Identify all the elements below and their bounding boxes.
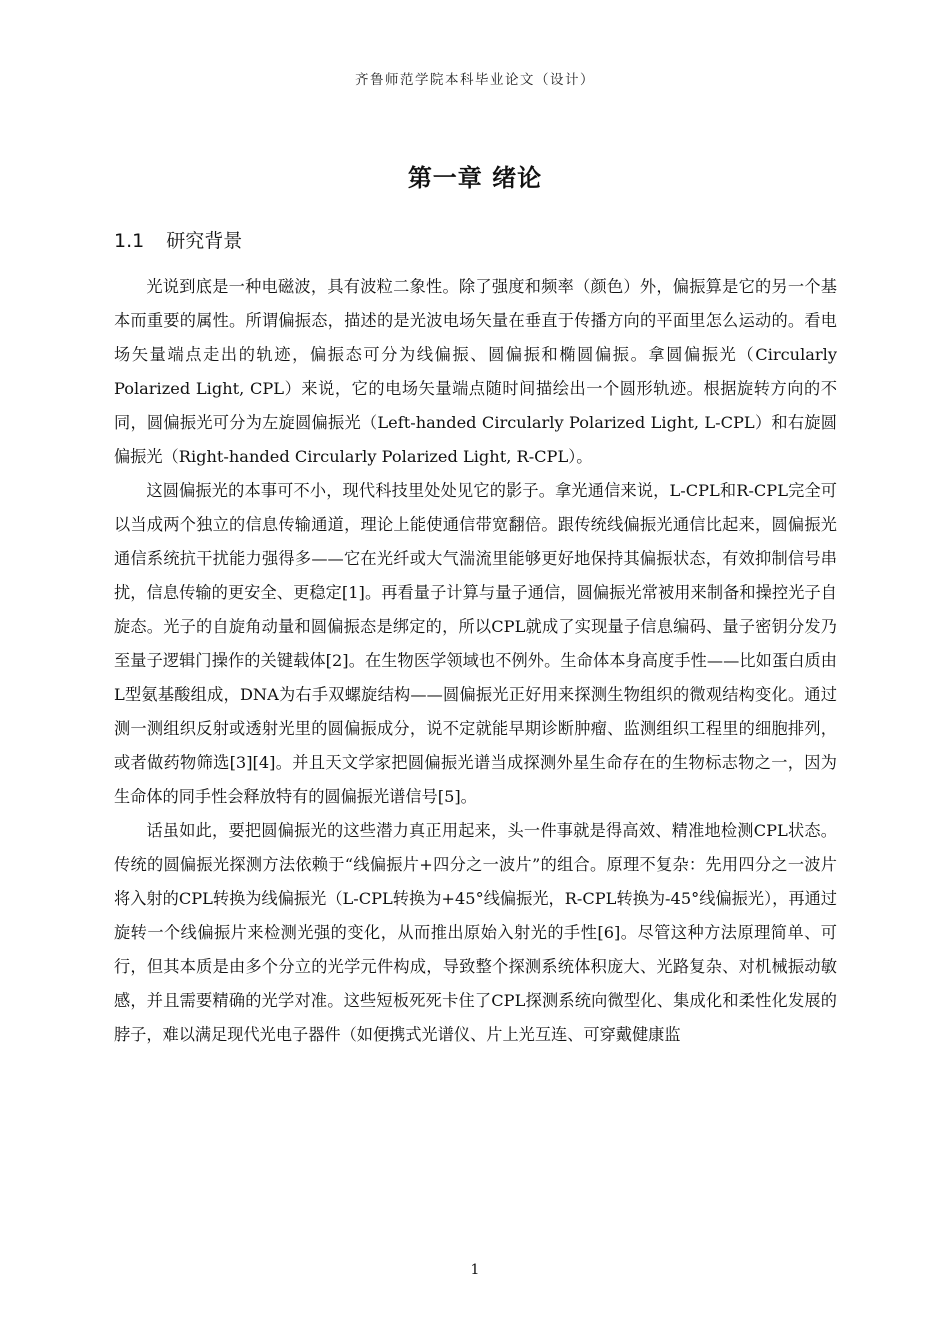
body-text [114, 270, 837, 1052]
paragraph: 光说到底是一种电磁波，具有波粒二象性。除了强度和频率（颜色）外，偏振算是它的另一个基本而重要的属性。所谓偏振态，描述的是光波电场矢量在垂直于传播方向的平面里怎么运动的。看电场矢量端点走出的轨迹，偏振态可分为线偏振、圆偏振和椭圆偏振。拿圆偏振光（Circularly Polarized Light, CPL）来说，它的电场矢量端点随时间描绘出一个圆形轨迹。根据旋转方向的不同，圆偏振光可分为左旋圆偏振光（Left-handed Circularly Polarized Light, L-CPL）和右旋圆偏振光（Right-handed Circularly Polarized Light, R-CPL）。 [114, 277, 837, 466]
section-heading [114, 226, 242, 253]
paragraph: 这圆偏振光的本事可不小，现代科技里处处见它的影子。拿光通信来说，L-CPL和R-CPL完全可以当成两个独立的信息传输通道，理论上能使通信带宽翻倍。跟传统线偏振光通信比起来，圆偏振光通信系统抗干扰能力强得多——它在光纤或大气湍流里能够更好地保持其偏振状态，有效抑制信号串扰，信息传输的更安全、更稳定[1]。再看量子计算与量子通信，圆偏振光常被用来制备和操控光子自旋态。光子的自旋角动量和圆偏振态是绑定的，所以CPL就成了实现量子信息编码、量子密钥分发乃至量子逻辑门操作的关键载体[2]。在生物医学领域也不例外。生命体本身高度手性——比如蛋白质由L型氨基酸组成，DNA为右手双螺旋结构——圆偏振光正好用来探测生物组织的微观结构变化。通过测一测组织反射或透射光里的圆偏振成分，说不定就能早期诊断肿瘤、监测组织工程里的细胞排列，或者做药物筛选[3][4]。并且天文学家把圆偏振光谱当成探测外星生命存在的生物标志物之一，因为生命体的同手性会释放特有的圆偏振光谱信号[5]。 [114, 481, 837, 806]
section-number: 1.1 [114, 230, 145, 252]
section-title: 研究背景 [166, 230, 243, 252]
chapter-title: 第一章 绪论 [407, 164, 543, 192]
running-header: 齐鲁师范学院本科毕业论文（设计） [355, 72, 595, 88]
page-number: 1 [470, 1262, 480, 1278]
paragraph: 话虽如此，要把圆偏振光的这些潜力真正用起来，头一件事就是得高效、精准地检测CPL状态。传统的圆偏振光探测方法依赖于“线偏振片+四分之一波片”的组合。原理不复杂：先用四分之一波片将入射的CPL转换为线偏振光（L-CPL转换为+45°线偏振光，R-CPL转换为-45°线偏振光），再通过旋转一个线偏振片来检测光强的变化，从而推出原始入射光的手性[6]。尽管这种方法原理简单、可行，但其本质是由多个分立的光学元件构成，导致整个探测系统体积庞大、光路复杂、对机械振动敏感，并且需要精确的光学对准。这些短板死死卡住了CPL探测系统向微型化、集成化和柔性化发展的脖子，难以满足现代光电子器件（如便携式光谱仪、片上光互连、可穿戴健康监 [114, 821, 837, 1044]
